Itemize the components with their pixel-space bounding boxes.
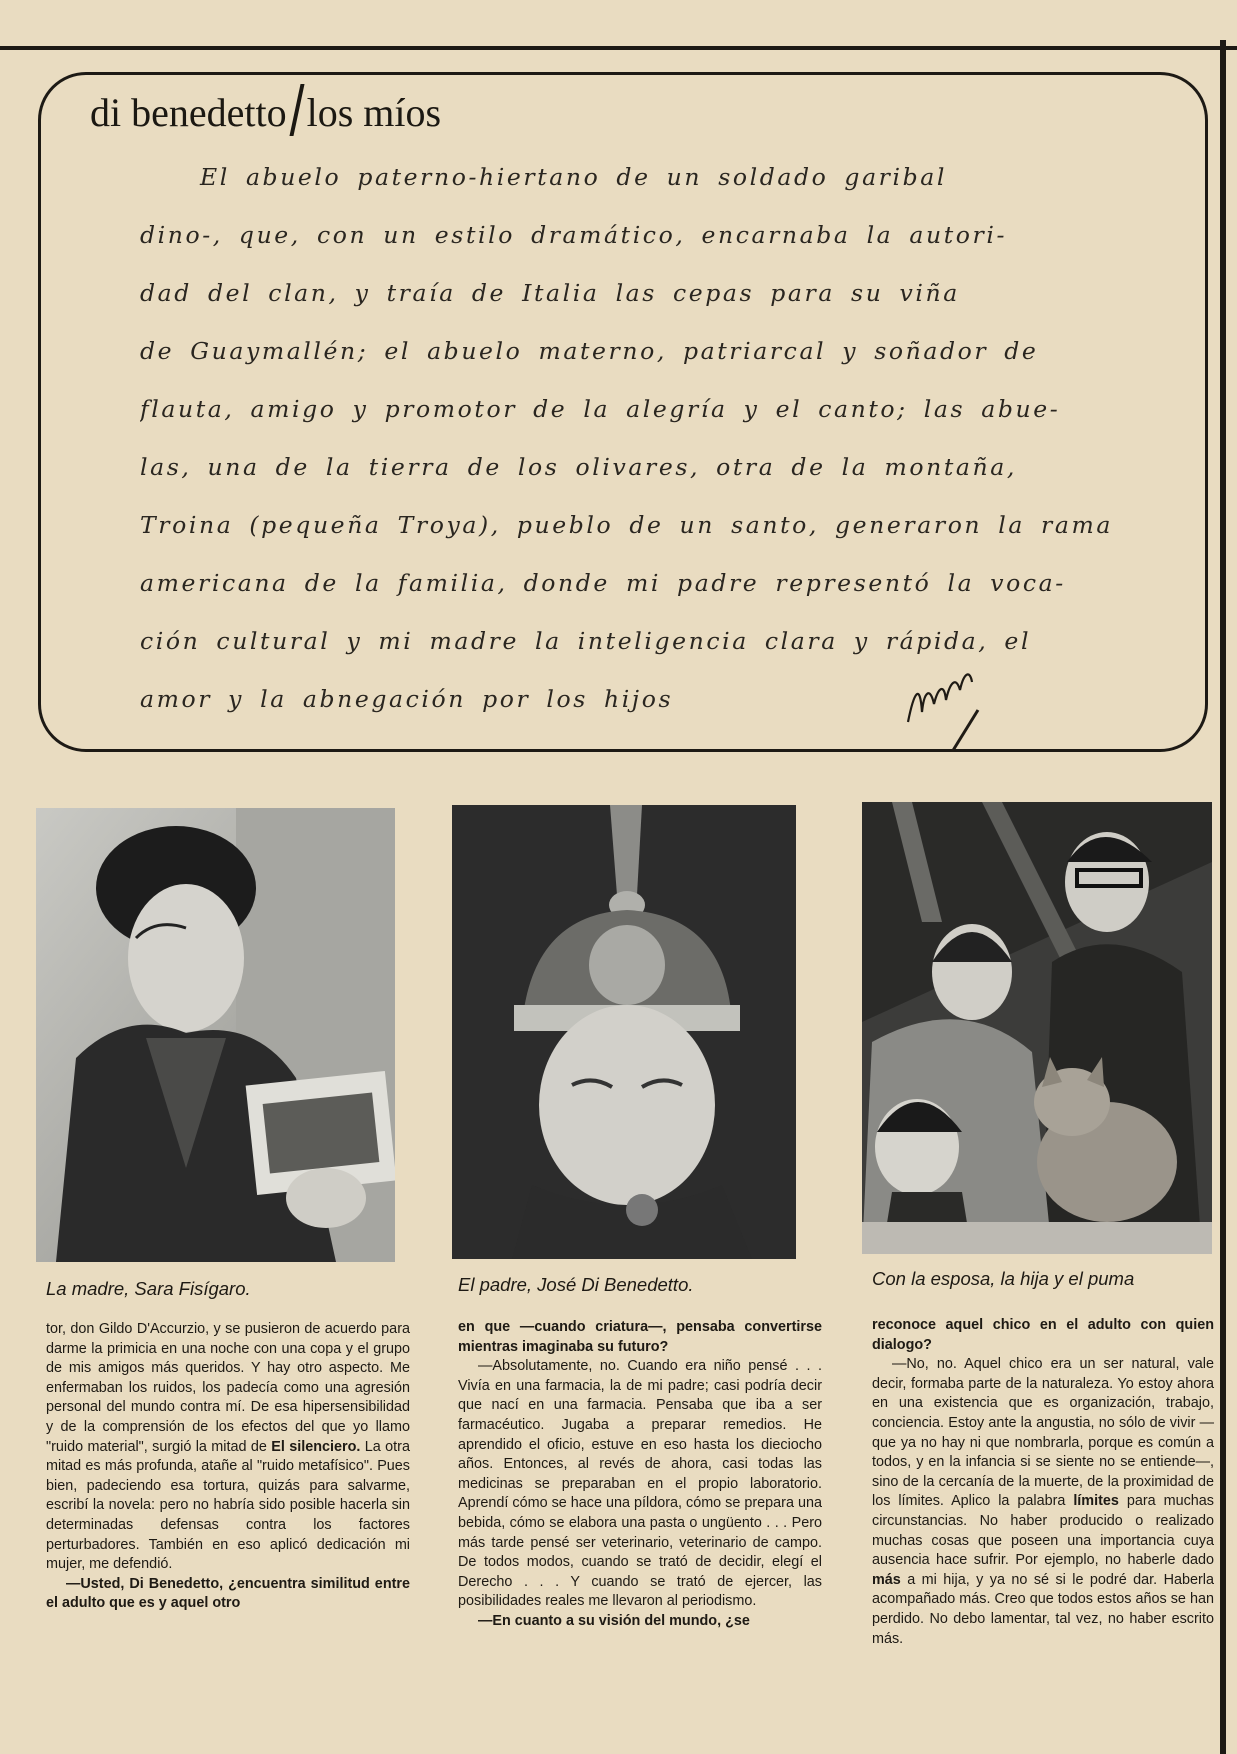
handwritten-line: flauta, amigo y promotor de la alegría y el canto; las abue- [140,395,1061,423]
heading-slash [289,84,304,136]
text-column-1 [46,1320,410,1614]
handwritten-text [140,148,1140,728]
paragraph: tor, don Gildo D'Accurzio, y se pusieron de acuerdo para darme la primicia en una noche con una copa y el grupo de mis amigos más queridos. Y hay otro aspecto. Me enfermaban los ruidos, los padecía como una agresión personal del mundo contra mí. De esa hipersensibilidad y de la comprensión de los efectos del que yo llamo "ruido material", surgió la mitad de El silenciero. La otra mitad es más profunda, atañe al "ruido metafísico". Pues bien, padeciendo esa tortura, quizás para salvarme, escribí la novela: pero no habría sido posible hacerla sin determinadas defensas contra los factores perturbadores. También en eso aplicó dedicación mi mujer, me defendió. [46,1321,410,1573]
heading-right: los míos [306,90,442,135]
handwritten-line: dad del clan, y traía de Italia las cepas para su viña [140,279,960,307]
text-column-2 [458,1318,822,1632]
handwritten-line: de Guaymallén; el abuelo materno, patriarcal y soñador de [140,337,1039,365]
heading-left: di benedetto [90,90,287,135]
interview-question: en que —cuando criatura—, pensaba convertirse mientras imaginaba su futuro? [458,1319,822,1355]
handwritten-line: las, una de la tierra de los olivares, otra de la montaña, [140,453,1017,481]
top-rule [0,46,1237,50]
handwritten-line: ción cultural y mi madre la inteligencia clara y rápida, el [140,627,1032,655]
paragraph: —No, no. Aquel chico era un ser natural, vale decir, formaba parte de la naturaleza. Yo estoy ahora en una existencia que es organización, trabajo, conciencia. Estoy ante la angustia, no sólo de vivir —que ya no hay ni que nombrarla, porque es común a todos, y en la infancia si se siente no se entiende—, sino de la cercanía de la muerte, de la proximidad de los límites. Aplico la palabra límites para muchas circunstancias. No haber producido o realizado muchas cosas que poseen una importancia cuya ausencia hace sufrir. Por ejemplo, no haberle dado más a mi hija, y ya no sé si le podré dar. Haberla acompañado más. Creo que todos estos años se han perdido. No debo lamentar, tal vez, no haber escrito más. [872,1356,1214,1647]
handwritten-line: El abuelo paterno-hiertano de un soldado garibal [200,163,948,191]
caption-family: Con la esposa, la hija y el puma [872,1268,1135,1289]
book-title: El silenciero. [271,1438,361,1455]
photo-family-puma [862,802,1212,1254]
handwritten-line: dino-, que, con un estilo dramático, encarnaba la autori- [140,221,1007,249]
text-column-3 [872,1316,1214,1649]
handwritten-line: americana de la familia, donde mi padre representó la voca- [140,569,1066,597]
page-heading [90,84,441,136]
interview-question: reconoce aquel chico en el adulto con quien dialogo? [872,1317,1214,1353]
handwritten-line: Troina (pequeña Troya), pueblo de un santo, generaron la rama [140,511,1113,539]
photo-mother [36,808,395,1262]
caption-father: El padre, José Di Benedetto. [458,1274,694,1295]
signature [900,652,990,752]
interview-question: —En cuanto a su visión del mundo, ¿se [478,1612,750,1629]
photo-father [452,805,796,1259]
page-edge [1220,40,1226,1754]
caption-mother: La madre, Sara Fisígaro. [46,1278,251,1299]
interview-question: —Usted, Di Benedetto, ¿encuentra similitud entre el adulto que es y aquel otro [46,1575,410,1612]
paragraph: —Absolutamente, no. Cuando era niño pensé . . . Vivía en una farmacia, la de mi padre; casi podría decir que nací en una farmacia. Pensaba que iba a ser farmacéutico. Jugaba a preparar remedios. He aprendido el oficio, estuve en eso hasta los dieciocho años. Entonces, al revés de ahora, casi todas las medicinas se preparaban en el propio laboratorio. Aprendí cómo se hace una píldora, cómo se prepara una bebida, cómo se elabora una pasta o ungüento . . . Pero más tarde pensé ser veterinario, veterinario de campo. De todos modos, cuando se trató de decidir, elegí el Derecho . . . Y cuando se trató de ejercer, las posibilidades reales me llevaron al periodismo. [458,1358,822,1610]
handwritten-line: amor y la abnegación por los hijos [140,685,674,713]
